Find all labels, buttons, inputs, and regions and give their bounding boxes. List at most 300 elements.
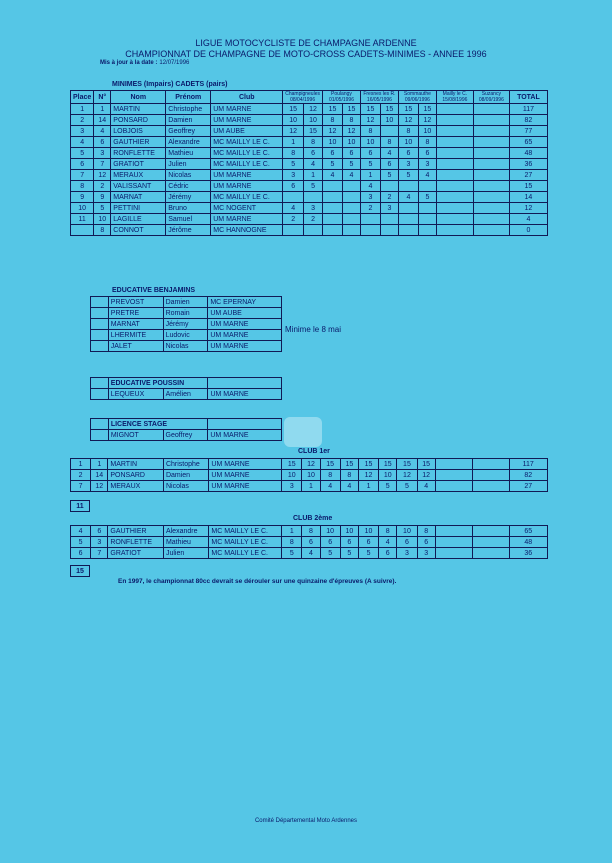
cell-total: 0 xyxy=(509,225,547,236)
cell-total: 65 xyxy=(509,526,548,537)
cell-nom: LOBJOIS xyxy=(111,126,166,137)
cell-points xyxy=(436,104,473,115)
cell-club: UM MARNE xyxy=(208,430,282,441)
cell-points: 10 xyxy=(322,137,342,148)
cell-points xyxy=(342,203,360,214)
cell-num: 8 xyxy=(94,225,111,236)
cell-points: 8 xyxy=(320,470,340,481)
cell-club: UM MARNE xyxy=(211,181,283,192)
cell-points xyxy=(322,225,342,236)
cell-place: 8 xyxy=(71,181,94,192)
cell-points: 15 xyxy=(282,459,302,470)
list-item xyxy=(91,389,282,400)
cell-num: 10 xyxy=(94,214,111,225)
table-row xyxy=(71,537,548,548)
cell-points: 8 xyxy=(417,526,435,537)
cell-prenom: Mathieu xyxy=(163,537,208,548)
cell-blank xyxy=(91,330,109,341)
cell-total: 48 xyxy=(509,537,548,548)
cell-points xyxy=(473,214,509,225)
cell-points: 10 xyxy=(380,115,398,126)
cell-points xyxy=(436,225,473,236)
cell-nom: MARTIN xyxy=(111,104,166,115)
cell-points: 10 xyxy=(379,470,397,481)
cell-points: 4 xyxy=(380,148,398,159)
cell-club: UM MARNE xyxy=(209,481,282,492)
cell-points: 8 xyxy=(340,470,358,481)
cell-points: 4 xyxy=(340,481,358,492)
cell-prenom: Ludovic xyxy=(163,330,208,341)
footer-text: Comité Départemental Moto Ardennes xyxy=(254,818,358,824)
cell-points: 8 xyxy=(304,137,323,148)
cell-points: 5 xyxy=(397,481,417,492)
cell-blank xyxy=(91,297,109,308)
cell-points: 10 xyxy=(398,137,418,148)
cell-points: 6 xyxy=(342,148,360,159)
cell-points: 12 xyxy=(360,115,380,126)
cell-points: 2 xyxy=(304,214,323,225)
cell-points: 4 xyxy=(379,537,397,548)
cell-place: 10 xyxy=(71,203,94,214)
cell-points: 6 xyxy=(340,537,358,548)
cell-points: 12 xyxy=(397,470,417,481)
cell-points xyxy=(436,137,473,148)
club1-sum: 11 xyxy=(70,500,90,512)
club1-title: CLUB 1er xyxy=(298,448,330,455)
cell-points xyxy=(418,203,436,214)
col-race: Suzancy 08/09/1996 xyxy=(473,91,509,104)
table-row xyxy=(71,481,548,492)
cell-club: UM MARNE xyxy=(211,104,283,115)
cell-points xyxy=(436,203,473,214)
cell-points xyxy=(380,181,398,192)
cell-prenom: Amélien xyxy=(163,389,208,400)
cell-place: 4 xyxy=(71,137,94,148)
cell-prenom: Christophe xyxy=(163,459,208,470)
cell-points xyxy=(473,225,509,236)
cell-nom: CONNOT xyxy=(111,225,166,236)
table-row xyxy=(71,181,548,192)
table-row xyxy=(71,192,548,203)
cell-club: UM MARNE xyxy=(211,170,283,181)
cell-total: 27 xyxy=(509,170,547,181)
cell-points: 5 xyxy=(418,192,436,203)
list-item xyxy=(91,330,282,341)
cell-points: 10 xyxy=(358,526,378,537)
cell-points xyxy=(473,459,509,470)
cell-points: 15 xyxy=(304,126,323,137)
cell-points xyxy=(435,470,472,481)
cell-points: 15 xyxy=(417,459,435,470)
cell-points: 8 xyxy=(283,148,304,159)
cell-prenom: Nicolas xyxy=(163,341,208,352)
cell-points xyxy=(473,148,509,159)
cell-points xyxy=(473,126,509,137)
cell-points: 8 xyxy=(322,115,342,126)
cell-place: 1 xyxy=(71,459,91,470)
cell-prenom: Damien xyxy=(163,470,208,481)
cell-points xyxy=(436,181,473,192)
cell-points: 8 xyxy=(418,137,436,148)
cell-points: 6 xyxy=(320,537,340,548)
cell-club: UM MARNE xyxy=(211,214,283,225)
cell-points: 10 xyxy=(418,126,436,137)
cell-points: 5 xyxy=(379,481,397,492)
cell-total: 82 xyxy=(509,470,548,481)
cell-points: 6 xyxy=(358,537,378,548)
cell-points: 15 xyxy=(340,459,358,470)
cell-points xyxy=(380,225,398,236)
cell-points xyxy=(283,192,304,203)
col-num: N° xyxy=(94,91,111,104)
cell-points xyxy=(435,459,472,470)
cell-points xyxy=(473,137,509,148)
cell-points xyxy=(398,203,418,214)
cell-points: 4 xyxy=(418,170,436,181)
cell-place: 7 xyxy=(71,481,91,492)
cell-prenom: Jérémy xyxy=(166,192,211,203)
cell-nom: MERAUX xyxy=(111,170,166,181)
cell-prenom: Julien xyxy=(163,548,208,559)
cell-prenom: Jérôme xyxy=(166,225,211,236)
table-row xyxy=(71,214,548,225)
benjamins-table xyxy=(90,296,282,352)
stamp-mark xyxy=(284,417,322,447)
list-item xyxy=(91,341,282,352)
cell-points xyxy=(398,225,418,236)
cell-points: 15 xyxy=(322,104,342,115)
cell-blank xyxy=(91,430,109,441)
cell-total: 4 xyxy=(509,214,547,225)
cell-place: 7 xyxy=(71,170,94,181)
poussin-table xyxy=(90,377,282,400)
cell-points: 4 xyxy=(322,170,342,181)
table-row xyxy=(71,159,548,170)
cell-points xyxy=(322,214,342,225)
cell-points: 12 xyxy=(302,459,320,470)
cell-points: 15 xyxy=(397,459,417,470)
cell-points xyxy=(436,159,473,170)
cell-nom: LHERMITE xyxy=(108,330,163,341)
cell-points: 10 xyxy=(360,137,380,148)
benjamins-title: EDUCATIVE BENJAMINS xyxy=(112,287,196,294)
cell-club: MC MAILLY LE C. xyxy=(209,526,282,537)
cell-points: 4 xyxy=(417,481,435,492)
cell-points xyxy=(342,181,360,192)
stage-table xyxy=(90,418,282,441)
cell-points: 1 xyxy=(282,526,302,537)
cell-nom: GRATIOT xyxy=(108,548,164,559)
cell-points: 2 xyxy=(380,192,398,203)
cell-points: 3 xyxy=(418,159,436,170)
cell-num: 14 xyxy=(94,115,111,126)
stage-title: LICENCE STAGE xyxy=(108,419,208,430)
cell-prenom: Damien xyxy=(163,297,208,308)
cell-points: 5 xyxy=(283,159,304,170)
col-race: Champigneules 08/04/1996 xyxy=(283,91,323,104)
cell-num: 7 xyxy=(94,159,111,170)
cell-points: 5 xyxy=(360,159,380,170)
cell-points xyxy=(304,192,323,203)
cell-points: 6 xyxy=(322,148,342,159)
cell-points: 3 xyxy=(380,203,398,214)
cell-points: 12 xyxy=(342,126,360,137)
cell-points: 10 xyxy=(342,137,360,148)
club2-title: CLUB 2ème xyxy=(293,515,333,522)
championship-title: CHAMPIONNAT DE CHAMPAGNE DE MOTO-CROSS CADETS-MINIMES - ANNEE 1996 xyxy=(125,49,487,59)
cell-blank xyxy=(91,389,109,400)
cell-points: 4 xyxy=(398,192,418,203)
cell-prenom: Alexandre xyxy=(163,526,208,537)
cell-num: 3 xyxy=(94,148,111,159)
cell-points xyxy=(473,526,509,537)
cell-points: 6 xyxy=(302,537,320,548)
cell-club: UM MARNE xyxy=(208,389,282,400)
cell-total: 27 xyxy=(509,481,548,492)
cell-points: 8 xyxy=(380,137,398,148)
col-place: Place xyxy=(71,91,94,104)
cell-points xyxy=(418,225,436,236)
table-row xyxy=(71,126,548,137)
cell-nom: GAUTHIER xyxy=(111,137,166,148)
cell-club: MC EPERNAY xyxy=(208,297,282,308)
cell-prenom: Christophe xyxy=(166,104,211,115)
cell-points xyxy=(473,537,509,548)
cell-points: 4 xyxy=(283,203,304,214)
cell-points: 12 xyxy=(304,104,323,115)
cell-points: 5 xyxy=(282,548,302,559)
cell-points: 1 xyxy=(360,170,380,181)
cell-points: 5 xyxy=(322,159,342,170)
cell-prenom: Bruno xyxy=(166,203,211,214)
cell-points: 10 xyxy=(304,115,323,126)
cell-points xyxy=(322,181,342,192)
cell-points: 15 xyxy=(379,459,397,470)
cell-points: 6 xyxy=(283,181,304,192)
cell-club: UM AUBE xyxy=(208,308,282,319)
cell-points: 1 xyxy=(283,137,304,148)
col-race: Sommauthe 09/06/1996 xyxy=(398,91,436,104)
cell-club: MC MAILLY LE C. xyxy=(211,137,283,148)
cell-place: 2 xyxy=(71,115,94,126)
cell-prenom: Geoffrey xyxy=(163,430,208,441)
cell-points: 3 xyxy=(304,203,323,214)
cell-points xyxy=(436,148,473,159)
cell-nom: PONSARD xyxy=(111,115,166,126)
cell-total: 12 xyxy=(509,203,547,214)
col-club: Club xyxy=(211,91,283,104)
cell-points: 10 xyxy=(320,526,340,537)
cell-points: 4 xyxy=(360,181,380,192)
col-prenom: Prénom xyxy=(166,91,211,104)
cell-points xyxy=(473,115,509,126)
cell-club: MC MAILLY LE C. xyxy=(209,548,282,559)
cell-points: 8 xyxy=(398,126,418,137)
cell-points: 5 xyxy=(340,548,358,559)
cell-prenom: Damien xyxy=(166,115,211,126)
cell-points xyxy=(473,181,509,192)
cell-place: 2 xyxy=(71,470,91,481)
cell-club: UM MARNE xyxy=(211,115,283,126)
cell-nom: PREVOST xyxy=(108,297,163,308)
cell-points xyxy=(380,214,398,225)
cell-points xyxy=(436,214,473,225)
cell-club: MC MAILLY LE C. xyxy=(209,537,282,548)
table-row xyxy=(71,526,548,537)
cell-prenom: Julien xyxy=(166,159,211,170)
cell-points: 3 xyxy=(398,159,418,170)
cell-club: MC MAILLY LE C. xyxy=(211,192,283,203)
cell-place: 11 xyxy=(71,214,94,225)
cell-points: 5 xyxy=(398,170,418,181)
cell-points xyxy=(473,192,509,203)
cell-points: 3 xyxy=(282,481,302,492)
cell-points xyxy=(435,548,472,559)
cell-nom: MARNAT xyxy=(108,319,163,330)
cell-club: MC MAILLY LE C. xyxy=(211,148,283,159)
cell-points: 6 xyxy=(418,148,436,159)
club2-table xyxy=(70,525,548,559)
cell-points: 15 xyxy=(360,104,380,115)
cell-nom: MIGNOT xyxy=(108,430,163,441)
cell-points: 4 xyxy=(302,548,320,559)
cell-points: 6 xyxy=(304,148,323,159)
cell-points: 6 xyxy=(417,537,435,548)
cell-points xyxy=(304,225,323,236)
cell-place: 9 xyxy=(71,192,94,203)
cell-points: 10 xyxy=(282,470,302,481)
table-row xyxy=(71,203,548,214)
cell-points xyxy=(360,225,380,236)
cell-num: 1 xyxy=(94,104,111,115)
cell-points: 5 xyxy=(304,181,323,192)
cell-nom: PONSARD xyxy=(108,470,164,481)
cell-points: 6 xyxy=(398,148,418,159)
cell-total: 36 xyxy=(509,548,548,559)
cell-points: 8 xyxy=(282,537,302,548)
cell-points: 1 xyxy=(302,481,320,492)
col-race: Mailly le C. 15/08/1996 xyxy=(436,91,473,104)
cell-points: 3 xyxy=(417,548,435,559)
cell-points: 2 xyxy=(283,214,304,225)
cell-points xyxy=(322,203,342,214)
cell-points: 1 xyxy=(304,170,323,181)
cell-club: UM MARNE xyxy=(209,459,282,470)
cell-num: 6 xyxy=(91,526,108,537)
cell-prenom: Cédric xyxy=(166,181,211,192)
cell-points xyxy=(473,203,509,214)
cell-nom: RONFLETTE xyxy=(111,148,166,159)
cell-points xyxy=(435,526,472,537)
cell-points: 5 xyxy=(320,548,340,559)
cell-points xyxy=(436,126,473,137)
cell-club: UM MARNE xyxy=(208,330,282,341)
cell-total: 15 xyxy=(509,181,547,192)
table-row xyxy=(71,170,548,181)
cell-place: 4 xyxy=(71,526,91,537)
club2-sum: 15 xyxy=(70,565,90,577)
cell-points: 4 xyxy=(342,170,360,181)
cell-points: 10 xyxy=(283,115,304,126)
list-item xyxy=(91,319,282,330)
cell-points: 10 xyxy=(397,526,417,537)
cell-points: 2 xyxy=(360,203,380,214)
cell-nom: MERAUX xyxy=(108,481,164,492)
cell-points: 3 xyxy=(283,170,304,181)
cell-place: 5 xyxy=(71,148,94,159)
cell-nom: MARNAT xyxy=(111,192,166,203)
cell-points: 15 xyxy=(358,459,378,470)
cell-points xyxy=(398,181,418,192)
cell-prenom: Romain xyxy=(163,308,208,319)
cell-points xyxy=(360,214,380,225)
cell-place: 5 xyxy=(71,537,91,548)
cell-num: 1 xyxy=(91,459,108,470)
cell-points: 12 xyxy=(417,470,435,481)
cell-total: 77 xyxy=(509,126,547,137)
cell-club: UM MARNE xyxy=(209,470,282,481)
table-row xyxy=(71,137,548,148)
cell-points: 4 xyxy=(304,159,323,170)
cell-place xyxy=(71,225,94,236)
club1-table xyxy=(70,458,548,492)
cell-points: 6 xyxy=(360,148,380,159)
cell-points: 6 xyxy=(397,537,417,548)
cell-points: 15 xyxy=(342,104,360,115)
cell-num: 5 xyxy=(94,203,111,214)
cell-prenom: Samuel xyxy=(166,214,211,225)
cell-points: 15 xyxy=(320,459,340,470)
cell-nom: PETTINI xyxy=(111,203,166,214)
cell-num: 3 xyxy=(91,537,108,548)
list-item xyxy=(91,308,282,319)
col-total: TOTAL xyxy=(509,91,547,104)
final-note: En 1997, le championnat 80cc devrait se dérouler sur une quinzaine d'épreuves (A suivre). xyxy=(118,578,397,585)
table-header-row xyxy=(71,91,548,104)
cell-blank xyxy=(91,341,109,352)
cell-num: 4 xyxy=(94,126,111,137)
col-nom: Nom xyxy=(111,91,166,104)
cell-points: 5 xyxy=(358,548,378,559)
cell-total: 14 xyxy=(509,192,547,203)
cell-total: 65 xyxy=(509,137,547,148)
results-table xyxy=(70,90,548,236)
cell-points: 12 xyxy=(398,115,418,126)
cell-points xyxy=(418,181,436,192)
cell-points: 15 xyxy=(380,104,398,115)
cell-points xyxy=(283,225,304,236)
cell-club: UM AUBE xyxy=(211,126,283,137)
cell-points: 3 xyxy=(397,548,417,559)
main-section-title: MINIMES (Impairs) CADETS (pairs) xyxy=(112,81,228,88)
cell-nom: GAUTHIER xyxy=(108,526,164,537)
cell-nom: PRETRE xyxy=(108,308,163,319)
table-row xyxy=(71,459,548,470)
cell-nom: MARTIN xyxy=(108,459,164,470)
cell-points: 8 xyxy=(302,526,320,537)
cell-prenom: Jérémy xyxy=(163,319,208,330)
cell-points xyxy=(473,481,509,492)
cell-points: 12 xyxy=(418,115,436,126)
cell-points xyxy=(473,548,509,559)
cell-points: 10 xyxy=(302,470,320,481)
cell-club: UM MARNE xyxy=(208,341,282,352)
cell-num: 9 xyxy=(94,192,111,203)
col-race: Fresnes les R. 16/05/1996 xyxy=(360,91,398,104)
cell-blank xyxy=(91,308,109,319)
cell-points: 15 xyxy=(398,104,418,115)
cell-points xyxy=(436,192,473,203)
